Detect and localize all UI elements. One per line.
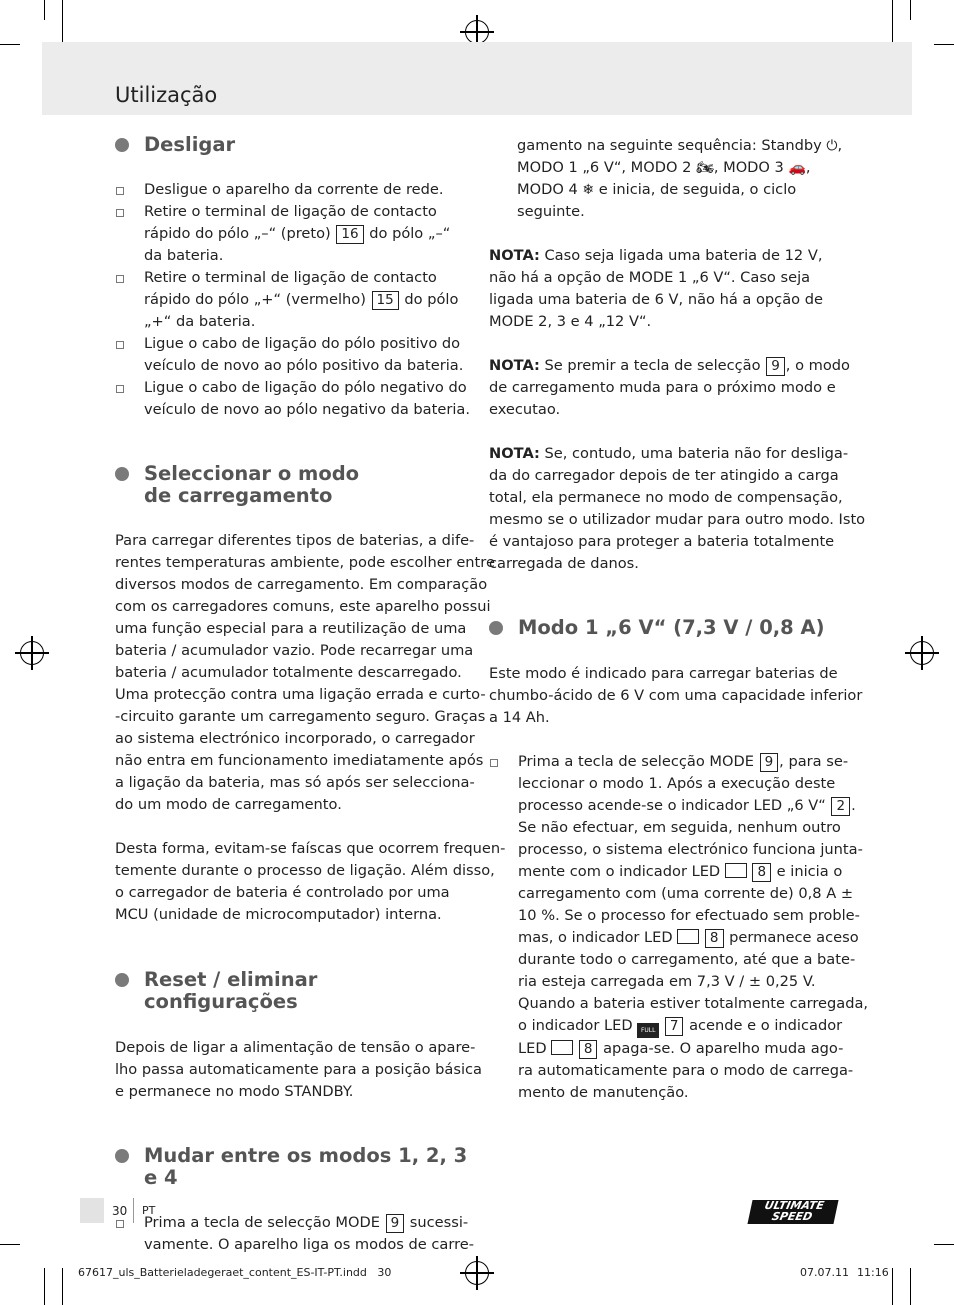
- checkbox-bullet-icon: [490, 759, 498, 767]
- registration-mark-icon: [910, 641, 934, 665]
- registration-mark-icon: [465, 1261, 489, 1285]
- note-1: NOTA: Caso seja ligada uma bateria de 12 V, não há a opção de MODE 1 „6 V“. Caso seja ligada uma bateria de 6 V, não há a opção de MODE 2, 3 e 4 „12 V“.: [489, 247, 823, 330]
- checkbox-bullet-icon: [116, 275, 124, 283]
- mudar-list: [115, 1212, 475, 1256]
- paragraph: Depois de ligar a alimentação de tensão o apare- lho passa automaticamente para a posição básica e permanece no modo STANDBY.: [115, 1039, 482, 1100]
- page-title: Utilização: [115, 83, 218, 107]
- page-number-box: [80, 1198, 104, 1223]
- paragraph: Desta forma, evitam-se faíscas que ocorrem frequen- temente durante o processo de ligação. Além disso, o carregador de bateria é controlado por uma MCU (unidade de microcomputador) interna.: [115, 840, 506, 923]
- section-heading-reset: Reset / eliminar configurações: [115, 969, 470, 1013]
- crop-mark: [62, 0, 63, 46]
- bullet-icon: [489, 621, 503, 635]
- crop-mark: [910, 1268, 911, 1305]
- ref-number: 8: [705, 929, 724, 948]
- crop-mark: [892, 0, 893, 46]
- section-heading-seleccionar: Seleccionar o modo de carregamento: [115, 463, 470, 507]
- paragraph: Para carregar diferentes tipos de baterias, a dife- rentes temperaturas ambiente, pode escolher entre diversos modos de carregamento. Em comparação com os carregadores comuns, este aparelho possui uma função especial para a reutilização de uma bateria / acumulador vazio. Pode recarregar uma bateria / acumulador totalmente descarregado. Uma protecção contra uma ligação errada e curto- -circuito garante um carregamento seguro. Graças ao sistema electrónico incorporado, o carregador não entra em funcionamento imediatamente após a ligação da bateria, mas só após ser selecciona- do um modo de carregamento.: [115, 532, 495, 813]
- list-item: Prima a tecla de selecção MODE 9 sucessi- vamente. O aparelho liga os modos de carre-: [115, 1212, 470, 1256]
- ref-number: 2: [831, 797, 850, 816]
- list-item: Retire o terminal de ligação de contacto rápido do pólo „–“ (preto) 16 do pólo „–“ da bateria.: [115, 201, 470, 267]
- page-number: 30: [112, 1204, 128, 1218]
- desligar-list: [115, 179, 470, 421]
- snowflake-icon: ❄: [582, 182, 595, 198]
- list-item: Ligue o cabo de ligação do pólo negativo do veículo de novo ao pólo negativo da bateria.: [115, 377, 470, 421]
- print-time: 11:16: [857, 1266, 889, 1279]
- ref-number: 9: [386, 1214, 405, 1233]
- ref-number: 7: [665, 1017, 684, 1036]
- checkbox-bullet-icon: [116, 385, 124, 393]
- ultimate-speed-logo: ULTIMATE SPEED: [747, 1200, 838, 1224]
- bullet-icon: [115, 973, 129, 987]
- ref-number: 16: [336, 225, 363, 244]
- file-name: 67617_uls_Batterieladegeraet_content_ES-IT-PT.indd 30: [78, 1266, 392, 1279]
- power-icon: ⏻: [826, 138, 838, 154]
- print-date: 07.07.11: [800, 1266, 849, 1279]
- ref-number: 9: [766, 357, 785, 376]
- language-code: PT: [142, 1204, 156, 1217]
- section-heading-desligar: Desligar: [115, 134, 470, 156]
- charging-led-icon: [677, 929, 699, 944]
- full-led-icon: FULL: [637, 1023, 659, 1038]
- checkbox-bullet-icon: [116, 1220, 124, 1228]
- ref-number: 15: [372, 291, 399, 310]
- ref-number: 8: [752, 863, 771, 882]
- charging-led-icon: [551, 1040, 573, 1055]
- ref-number: 9: [760, 753, 779, 772]
- section-heading-modo1: Modo 1 „6 V“ (7,3 V / 0,8 A): [489, 617, 849, 639]
- crop-mark: [0, 1244, 20, 1245]
- left-column: [115, 133, 506, 1256]
- list-item: Desligue o aparelho da corrente de rede.: [115, 179, 470, 201]
- list-item: Prima a tecla de selecção MODE 9 , para se- leccionar o modo 1. Após a execução deste processo acende-se o indicador LED „6 V“ 2 . Se não efectuar, em seguida, nenhum outro processo, o sistema electrónico funciona junta- mente com o indicador LED 8 e inicia o carregamento com (uma corrente de) 0,8 A ± 10 %. Se o processo for efectuado sem proble- mas, o indicador LED 8 permanece aceso durante todo o carregamento, até que a bate- ria esteja carregada em 7,3 V / ± 0,25 V. Quando a bateria estiver totalmente carregada, o indicador LED FULL 7 acende e o indicador LED 8 apaga-se. O aparelho muda ago- ra automaticamente para o modo de carrega- mento de manutenção.: [489, 751, 849, 1104]
- checkbox-bullet-icon: [116, 341, 124, 349]
- checkbox-bullet-icon: [116, 187, 124, 195]
- right-column: [489, 135, 869, 1104]
- footer-divider: [133, 1198, 134, 1223]
- ref-number: 8: [579, 1040, 598, 1059]
- crop-mark: [62, 1268, 63, 1305]
- bullet-icon: [115, 138, 129, 152]
- list-item: Ligue o cabo de ligação do pólo positivo do veículo de novo ao pólo positivo da bateria.: [115, 333, 470, 377]
- motorbike-icon: 🏍: [696, 160, 714, 176]
- modo1-list: [489, 751, 869, 1104]
- paragraph: Este modo é indicado para carregar baterias de chumbo-ácido de 6 V com uma capacidade inferior a 14 Ah.: [489, 665, 863, 726]
- mode-sequence-text: gamento na seguinte sequência: Standby ⏻, MODO 1 „6 V“, MODO 2 🏍, MODO 3 🚗, MODO 4 ❄ e inicia, de seguida, o ciclo seguinte.: [517, 137, 843, 220]
- charging-led-icon: [725, 863, 747, 878]
- crop-mark: [934, 1244, 954, 1245]
- registration-mark-icon: [465, 20, 489, 44]
- crop-mark: [910, 0, 911, 20]
- crop-mark: [44, 0, 45, 20]
- section-heading-mudar: Mudar entre os modos 1, 2, 3 e 4: [115, 1145, 470, 1189]
- bullet-icon: [115, 1149, 129, 1163]
- crop-mark: [0, 44, 20, 45]
- crop-mark: [934, 44, 954, 45]
- crop-mark: [892, 1268, 893, 1305]
- list-item: Retire o terminal de ligação de contacto rápido do pólo „+“ (vermelho) 15 do pólo „+“ da bateria.: [115, 267, 470, 333]
- car-icon: 🚗: [788, 160, 806, 176]
- crop-mark: [44, 1268, 45, 1305]
- note-3: NOTA: Se, contudo, uma bateria não for desliga- da do carregador depois de ter atingido a carga total, ela permanece no modo de compensação, mesmo se o utilizador mudar para outro modo. Isto é vantajoso para proteger a bateria totalmente carregada de danos.: [489, 445, 866, 572]
- checkbox-bullet-icon: [116, 209, 124, 217]
- bullet-icon: [115, 467, 129, 481]
- note-2: NOTA: Se premir a tecla de selecção 9 , o modo de carregamento muda para o próximo modo e executao.: [489, 357, 850, 418]
- registration-mark-icon: [20, 641, 44, 665]
